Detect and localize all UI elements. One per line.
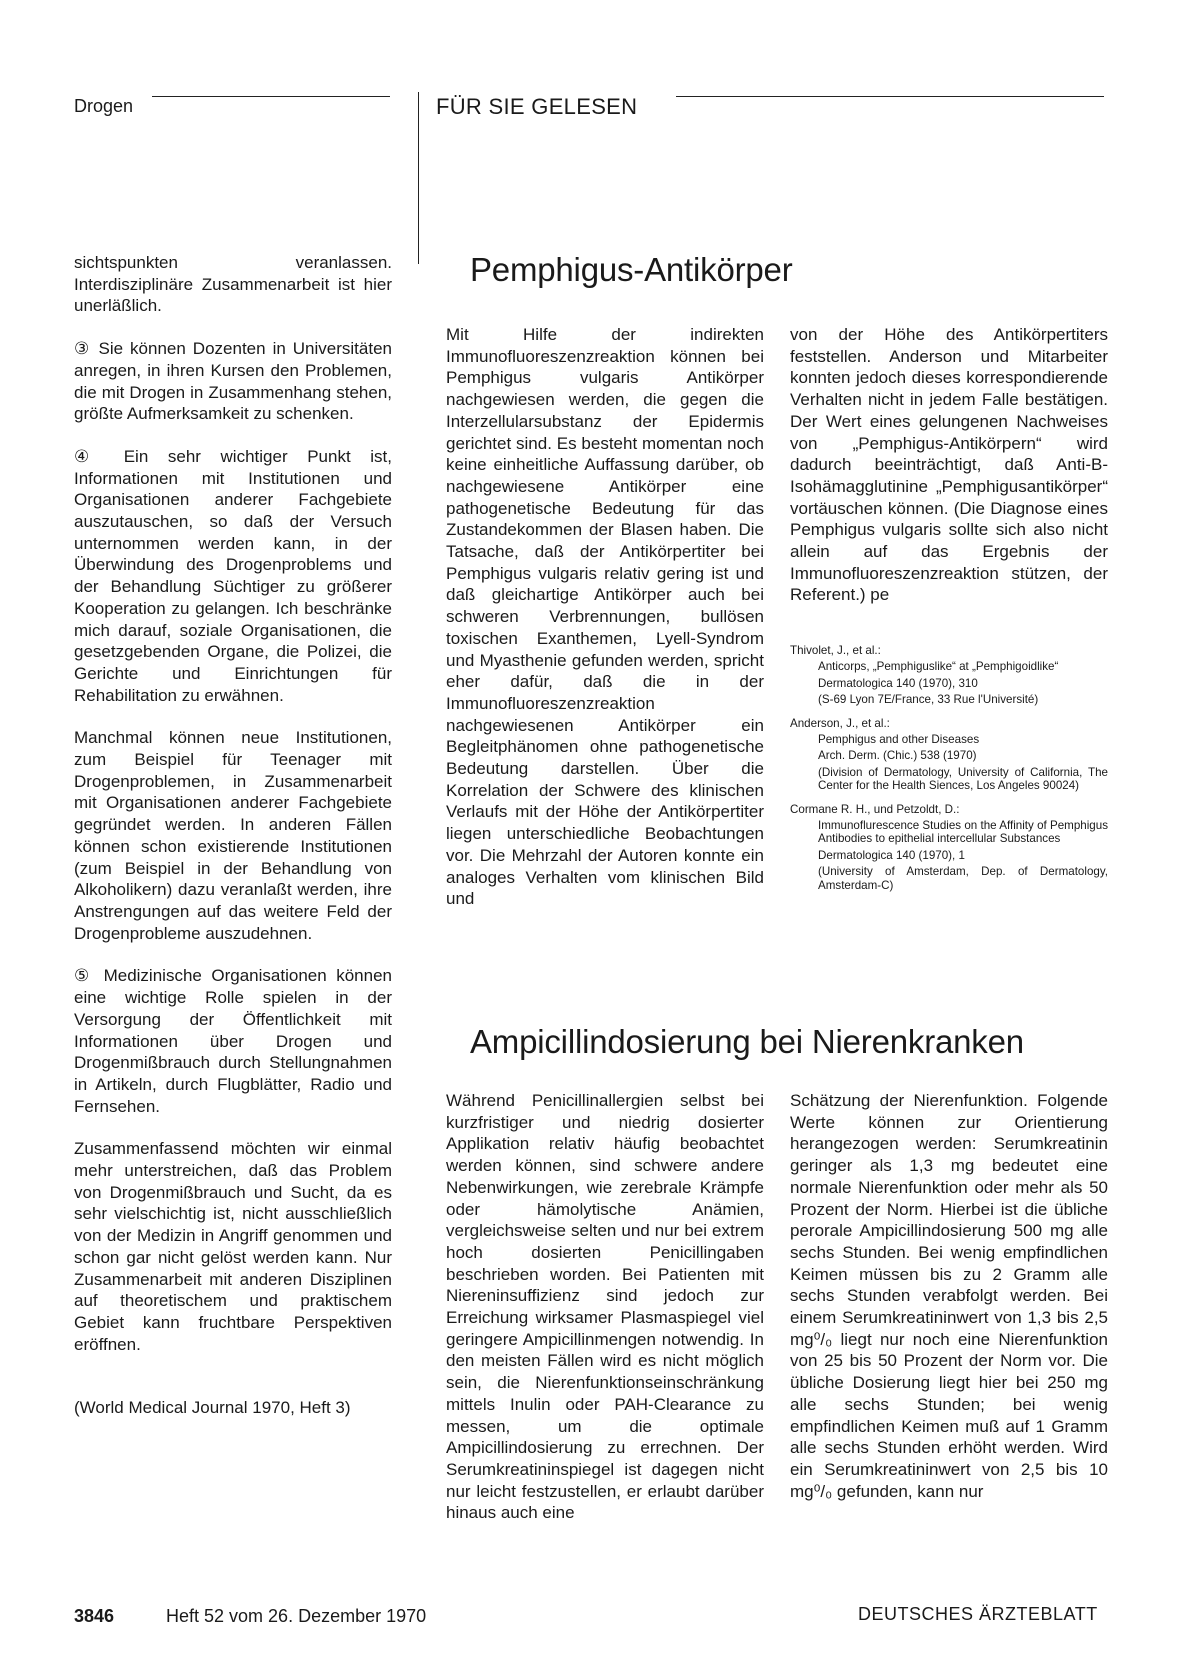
- reference-author: Cormane R. H., und Petzoldt, D.:: [790, 802, 960, 816]
- issue-date: Heft 52 vom 26. Dezember 1970: [166, 1606, 427, 1626]
- reference-line: Immunoflurescence Studies on the Affinity of Pemphigus Antibodies to epithelial intercellular Substances: [818, 819, 1108, 846]
- reference-line: (S-69 Lyon 7E/France, 33 Rue l'Université): [818, 693, 1039, 707]
- article1-column-2: [790, 324, 1108, 606]
- article2-body-2: Schätzung der Nierenfunktion. Folgende Werte können zur Orientierung herangezogen werden: Serumkreatinin geringer als 1,3 mg bedeutet eine normale Nierenfunktion oder mehr als 50 Prozent der Norm. Hierbei ist die übliche perorale Ampicillindosierung 500 mg alle sechs Stunden. Bei wenig empfindlichen Keimen müssen bis zu 2 Gramm alle sechs Stunden verabfolgt werden. Bei einem Serumkreatininwert von 1,3 bis 2,5 mg⁰/₀ liegt nur noch eine Nierenfunktion von 25 bis 50 Prozent der Norm vor. Die übliche Dosierung liegt hier bei 250 mg alle sechs Stunden; bei wenig empfindlichen Keimen muß auf 1 Gramm alle sechs Stunden erhöht werden. Wird ein Serumkreatininwert von 2,5 bis 10 mg⁰/₀ gefunden, kann nur: [790, 1091, 1108, 1501]
- reference-line: (Division of Dermatology, University of California, The Center for the Health Siences, Los Angeles 90024): [818, 765, 1108, 793]
- reference-line: (University of Amsterdam, Dep. of Dermatology, Amsterdam-C): [818, 865, 1108, 892]
- reference-line: Arch. Derm. (Chic.) 538 (1970): [818, 749, 977, 763]
- left-column: [74, 252, 392, 1419]
- reference-item: [790, 803, 1108, 892]
- left-paragraph-2: ③ Sie können Dozenten in Universitäten anregen, in ihren Kursen den Problemen, die mit Drogen in Zusammenhang stehen, größte Aufmerksamkeit zu schenken.: [74, 339, 392, 424]
- reference-item: [790, 644, 1108, 707]
- section-label: Drogen: [74, 96, 134, 116]
- header-column-divider: [418, 92, 419, 264]
- reference-line: Dermatologica 140 (1970), 1: [818, 848, 965, 862]
- left-paragraph-3: ④ Ein sehr wichtiger Punkt ist, Informationen mit Institutionen und Organisationen anderer Fachgebiete auszutauschen, so daß der Versuch unternommen werden kann, in der Überwindung des Drogenproblems und der Behandlung Süchtiger zu größerer Kooperation zu gelangen. Ich beschränke mich darauf, soziale Organisationen, die gesetzgebenden Organe, die Polizei, die Gerichte und Einrichtungen für Rehabilitation zu erwähnen.: [74, 446, 392, 705]
- article1-column-1: [446, 324, 764, 910]
- left-paragraph-4: Manchmal können neue Institutionen, zum Beispiel für Teenager mit Drogenproblemen, in Zusammenarbeit mit Organisationen anderer Fachgebiete gegründet werden. In anderen Fällen können schon existierende Institutionen (zum Beispiel in der Behandlung von Alkoholikern) dazu veranlaßt werden, ihre Anstrengungen auf das weitere Feld der Drogenprobleme auszudehnen.: [74, 728, 392, 943]
- reference-author: Thivolet, J., et al.:: [790, 644, 881, 657]
- reference-line: Pemphigus and other Diseases: [818, 733, 980, 747]
- column-title: FÜR SIE GELESEN: [436, 94, 638, 119]
- page-number: 3846: [74, 1606, 115, 1626]
- left-paragraph-5: ⑤ Medizinische Organisationen können eine wichtige Rolle spielen in der Versorgung der Öffentlichkeit mit Informationen über Drogen und Drogenmißbrauch durch Stellungnahmen in Artikeln, durch Flugblätter, Radio und Fernsehen.: [74, 966, 392, 1116]
- article2-column-1: [446, 1090, 764, 1524]
- left-source-note: (World Medical Journal 1970, Heft 3): [74, 1398, 351, 1418]
- reference-item: [790, 717, 1108, 793]
- article1-body-1: Mit Hilfe der indirekten Immunofluoreszenzreaktion können bei Pemphigus vulgaris Antikörper nachgewiesen werden, die gegen die Interzellularsubstanz der Epidermis gerichtet sind. Es besteht momentan noch keine einheitliche Auffassung darüber, ob nachgewiesene Antikörper eine pathogenetische Bedeutung für das Zustandekommen der Blasen haben. Die Tatsache, daß der Antikörpertiter bei Pemphigus vulgaris relativ gering ist und daß gleichartige Antikörper auch bei schweren Verbrennungen, bullösen toxischen Exanthemen, Lyell-Syndrom und Myasthenie gefunden werden, spricht eher dafür, daß die in der Immunofluoreszenzreaktion nachgewiesenen Antikörper ein Begleitphänomen ohne pathogenetische Bedeutung darstellen. Über die Korrelation der Schwere des klinischen Verlaufs mit der Höhe der Antikörpertiter liegen unterschiedliche Beobachtungen vor. Die Mehrzahl der Autoren konnte ein analoges Verhalten vom klinischen Bild und: [446, 325, 764, 909]
- article2-title: Ampicillindosierung bei Nierenkranken: [470, 1023, 1024, 1060]
- article1-body-2: von der Höhe des Antikörpertiters feststellen. Anderson und Mitarbeiter konnten jedoch dieses korrespondierende Verhalten nicht in jedem Falle bestätigen. Der Wert eines gelungenen Nachweises von „Pemphigus-Antikörpern“ wird dadurch beeinträchtigt, daß Anti-B-Isohämagglutinine „Pemphigusantikörper“ vortäuschen können. (Die Diagnose eines Pemphigus vulgaris sollte sich also nicht allein auf das Ergebnis der Immunofluoreszenzreaktion stützen, der Referent.) pe: [790, 325, 1108, 605]
- header-rule-left: [152, 96, 390, 97]
- left-paragraph-1: sichtspunkten veranlassen. Interdisziplinäre Zusammenarbeit ist hier unerläßlich.: [74, 253, 392, 316]
- left-paragraph-6: Zusammenfassend möchten wir einmal mehr unterstreichen, daß das Problem von Drogenmißbrauch und Sucht, da es sehr vielschichtig ist, nicht ausschließlich von der Medizin in Angriff genommen und schon gar nicht gelöst werden kann. Nur Zusammenarbeit mit anderen Disziplinen auf theoretischem und praktischem Gebiet kann fruchtbare Perspektiven eröffnen.: [74, 1139, 392, 1354]
- header-rule-right: [676, 96, 1104, 97]
- article2-body-1: Während Penicillinallergien selbst bei kurzfristiger und niedrig dosierter Applikation relativ häufig beobachtet werden können, sind schwere andere Nebenwirkungen, wie zerebrale Krämpfe oder hämolytische Anämien, vergleichsweise selten und nur bei extrem hoch dosierten Penicillingaben beschrieben worden. Bei Patienten mit Niereninsuffizienz sind jedoch zur Erreichung wirksamer Plasmaspiegel viel geringere Ampicillinmengen notwendig. In den meisten Fällen wird es nicht möglich sein, die Nierenfunktionseinschränkung mittels Inulin oder PAH-Clearance zu messen, um die optimale Ampicillindosierung zu errechnen. Der Serumkreatininspiegel ist dagegen nicht nur leicht festzustellen, er erlaubt darüber hinaus auch eine: [446, 1091, 764, 1523]
- reference-author: Anderson, J., et al.:: [790, 716, 890, 730]
- article1-references: [790, 644, 1108, 902]
- reference-line: Anticorps, „Pemphiguslike“ at „Pemphigoidlike“: [818, 660, 1059, 674]
- reference-line: Dermatologica 140 (1970), 310: [818, 676, 978, 690]
- journal-name: DEUTSCHES ÄRZTEBLATT: [858, 1604, 1098, 1624]
- article1-title: Pemphigus-Antikörper: [470, 251, 793, 288]
- article2-column-2: [790, 1090, 1108, 1502]
